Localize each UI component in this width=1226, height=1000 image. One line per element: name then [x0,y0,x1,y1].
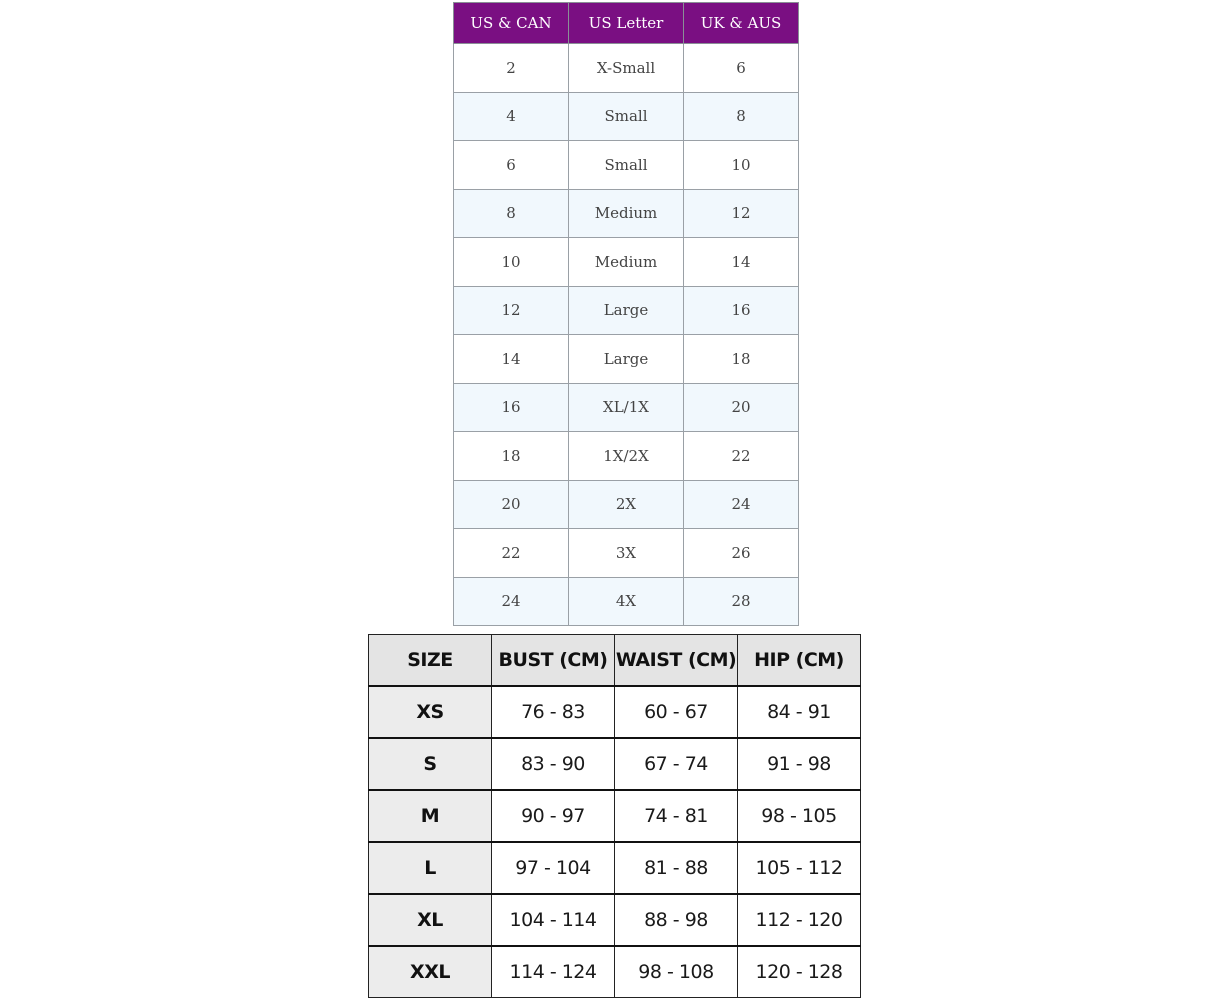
cell-waist: 60 - 67 [615,686,738,738]
table-row [454,44,799,93]
cell-bust: 114 - 124 [492,946,615,998]
cell-uk-aus: 20 [684,383,799,432]
cell-size: XXL [369,946,492,998]
cell-bust: 97 - 104 [492,842,615,894]
cell-bust: 83 - 90 [492,738,615,790]
cell-size: XS [369,686,492,738]
header-bust: BUST (CM) [492,635,615,687]
cell-us-can: 10 [454,238,569,287]
cell-uk-aus: 22 [684,432,799,481]
cell-us-letter: Small [569,92,684,141]
cell-us-can: 20 [454,480,569,529]
header-hip: HIP (CM) [738,635,861,687]
cell-us-letter: 1X/2X [569,432,684,481]
cell-size: S [369,738,492,790]
cell-size: XL [369,894,492,946]
cell-uk-aus: 12 [684,189,799,238]
cell-us-letter: Medium [569,238,684,287]
cell-us-can: 24 [454,577,569,626]
table-row [454,383,799,432]
table-header-row [369,635,861,687]
cell-uk-aus: 6 [684,44,799,93]
cell-bust: 104 - 114 [492,894,615,946]
table-row [369,946,861,998]
cell-us-can: 12 [454,286,569,335]
cell-us-letter: 2X [569,480,684,529]
table-row [454,335,799,384]
table-row [454,286,799,335]
table-row [369,842,861,894]
cell-bust: 90 - 97 [492,790,615,842]
cell-us-can: 8 [454,189,569,238]
cell-us-letter: Medium [569,189,684,238]
header-us-can: US & CAN [454,3,569,44]
table-row [454,92,799,141]
cell-uk-aus: 24 [684,480,799,529]
body-measurement-table [368,634,861,998]
cell-us-can: 6 [454,141,569,190]
cell-us-can: 16 [454,383,569,432]
cell-us-letter: Small [569,141,684,190]
cell-bust: 76 - 83 [492,686,615,738]
table-header-row [454,3,799,44]
cell-hip: 112 - 120 [738,894,861,946]
cell-us-letter: Large [569,286,684,335]
table-row [454,141,799,190]
table-row [454,189,799,238]
header-size: SIZE [369,635,492,687]
header-us-letter: US Letter [569,3,684,44]
cell-hip: 105 - 112 [738,842,861,894]
cell-uk-aus: 28 [684,577,799,626]
cell-us-can: 18 [454,432,569,481]
cell-waist: 88 - 98 [615,894,738,946]
header-waist: WAIST (CM) [615,635,738,687]
cell-size: M [369,790,492,842]
table-row [454,432,799,481]
table-row [369,686,861,738]
table-row [454,480,799,529]
cell-us-letter: X-Small [569,44,684,93]
cell-uk-aus: 16 [684,286,799,335]
cell-us-letter: Large [569,335,684,384]
cell-us-can: 22 [454,529,569,578]
table-row [369,790,861,842]
cell-us-can: 4 [454,92,569,141]
cell-hip: 91 - 98 [738,738,861,790]
cell-uk-aus: 14 [684,238,799,287]
cell-us-letter: 4X [569,577,684,626]
table-row [454,238,799,287]
table-row [369,894,861,946]
cell-waist: 67 - 74 [615,738,738,790]
size-conversion-table [453,2,799,626]
table-row [454,529,799,578]
cell-waist: 74 - 81 [615,790,738,842]
cell-us-letter: XL/1X [569,383,684,432]
cell-us-can: 14 [454,335,569,384]
cell-us-can: 2 [454,44,569,93]
cell-waist: 81 - 88 [615,842,738,894]
table-row [369,738,861,790]
cell-hip: 98 - 105 [738,790,861,842]
header-uk-aus: UK & AUS [684,3,799,44]
cell-uk-aus: 18 [684,335,799,384]
cell-uk-aus: 26 [684,529,799,578]
cell-hip: 84 - 91 [738,686,861,738]
cell-hip: 120 - 128 [738,946,861,998]
cell-uk-aus: 8 [684,92,799,141]
cell-uk-aus: 10 [684,141,799,190]
table-row [454,577,799,626]
cell-us-letter: 3X [569,529,684,578]
cell-size: L [369,842,492,894]
cell-waist: 98 - 108 [615,946,738,998]
